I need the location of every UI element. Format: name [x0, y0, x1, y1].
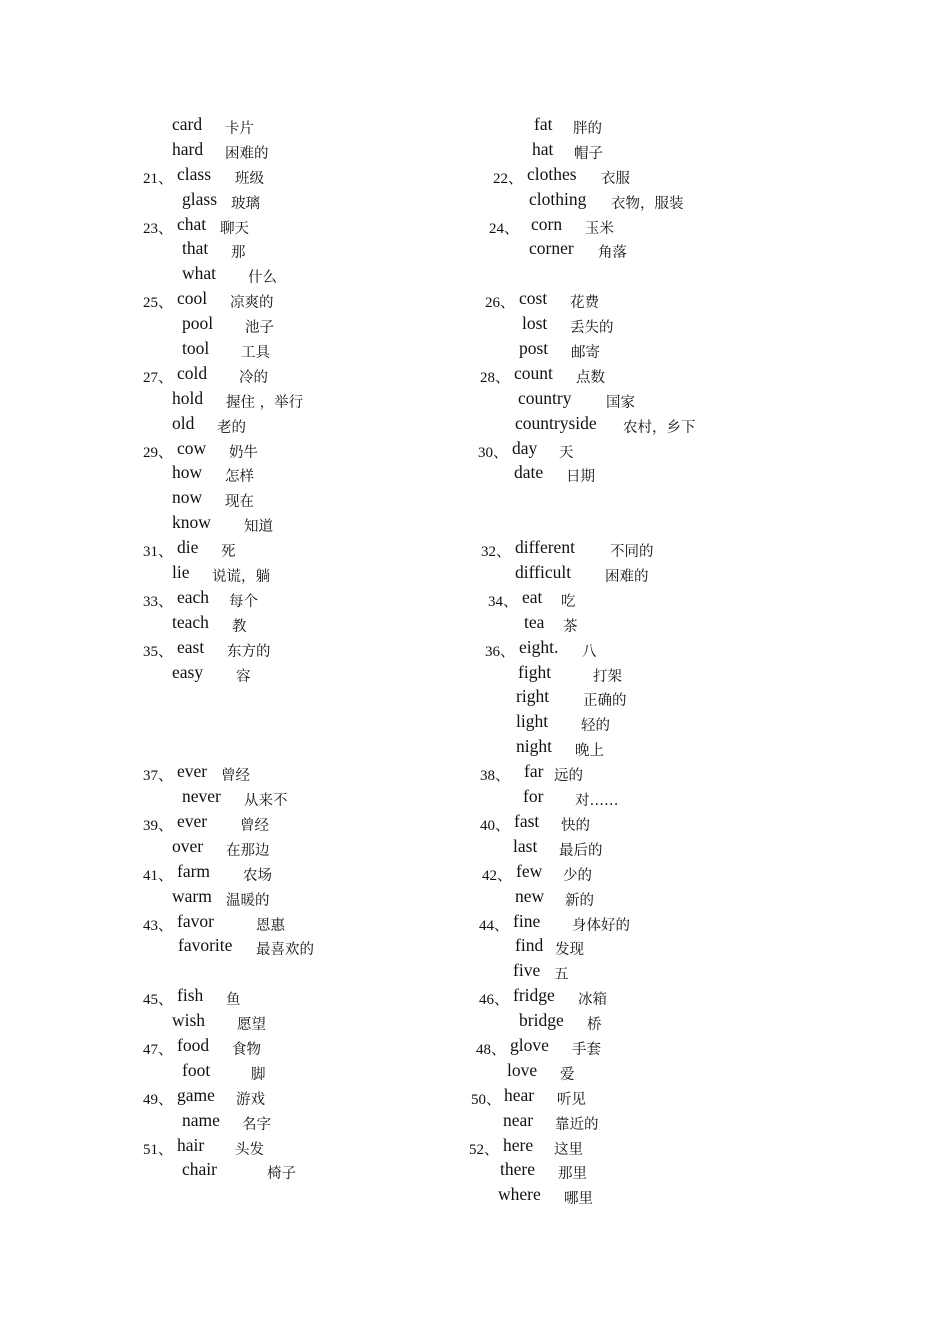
vocab-line — [468, 438, 798, 463]
chinese-meaning: 食物 — [232, 1041, 261, 1058]
vocab-line — [468, 1085, 798, 1110]
vocab-line — [140, 238, 470, 263]
chinese-meaning: 工具 — [241, 345, 270, 362]
english-word: favor — [177, 910, 214, 931]
chinese-meaning: 晚上 — [575, 743, 604, 760]
english-word: countryside — [515, 412, 597, 433]
chinese-meaning: 那里 — [558, 1166, 587, 1183]
vocab-line — [468, 1060, 798, 1085]
english-word: over — [172, 835, 204, 856]
chinese-meaning: 什么 — [248, 270, 277, 287]
entry-number: 34、 — [488, 593, 519, 610]
english-word: light — [516, 711, 549, 732]
vocab-line — [468, 786, 798, 811]
vocab-line — [468, 985, 798, 1010]
entry-number: 21、 — [143, 170, 174, 187]
entry-number: 40、 — [480, 817, 511, 834]
english-word: know — [172, 512, 211, 533]
entry-number: 49、 — [143, 1091, 174, 1108]
vocab-line — [468, 1010, 798, 1035]
vocab-line — [468, 911, 798, 936]
english-word: cost — [519, 288, 548, 309]
vocab-line — [140, 761, 470, 786]
entry-number: 33、 — [143, 593, 174, 610]
chinese-meaning: 爱 — [560, 1066, 575, 1083]
english-word: how — [172, 462, 203, 483]
vocabulary-column-right — [468, 114, 798, 1209]
chinese-meaning: 对…… — [575, 793, 619, 810]
english-word: hair — [177, 1134, 205, 1155]
vocab-line — [140, 164, 470, 189]
vocab-line — [140, 388, 470, 413]
chinese-meaning: 东方的 — [227, 643, 271, 660]
chinese-meaning: 手套 — [572, 1041, 601, 1058]
entry-number: 28、 — [480, 369, 511, 386]
vocab-line — [140, 935, 470, 960]
vocab-line — [468, 263, 798, 288]
vocab-line — [140, 1159, 470, 1184]
english-word: find — [515, 935, 544, 956]
english-word: eat — [522, 586, 543, 607]
english-word: glove — [510, 1034, 549, 1055]
english-word: new — [515, 885, 545, 906]
vocab-line — [468, 861, 798, 886]
chinese-meaning: 在那边 — [226, 842, 270, 859]
entry-number: 37、 — [143, 768, 174, 785]
english-word: pool — [182, 313, 214, 334]
vocab-line — [140, 886, 470, 911]
vocab-line — [140, 736, 470, 761]
chinese-meaning: 吃 — [561, 593, 576, 610]
english-word: count — [514, 362, 553, 383]
chinese-meaning: 曾经 — [221, 768, 250, 785]
vocab-line — [468, 139, 798, 164]
english-word: difficult — [515, 562, 572, 583]
english-word: fight — [518, 661, 552, 682]
english-word: fine — [513, 910, 541, 931]
vocab-line — [468, 935, 798, 960]
entry-number: 25、 — [143, 295, 174, 312]
vocab-line — [468, 388, 798, 413]
english-word: die — [177, 537, 199, 558]
english-word: foot — [182, 1059, 211, 1080]
english-word: that — [182, 238, 209, 259]
chinese-meaning: 凉爽的 — [230, 295, 274, 312]
chinese-meaning: 衣物，服装 — [611, 195, 684, 212]
chinese-meaning: 卡片 — [225, 121, 254, 137]
vocab-line — [468, 686, 798, 711]
entry-number: 39、 — [143, 817, 174, 834]
entry-number: 43、 — [143, 917, 174, 934]
english-word: food — [177, 1034, 210, 1055]
english-word: here — [503, 1134, 534, 1155]
vocab-line — [468, 637, 798, 662]
english-word: post — [519, 338, 549, 359]
entry-number: 22、 — [493, 170, 524, 187]
chinese-meaning: 花费 — [570, 295, 599, 312]
entry-number: 50、 — [471, 1091, 502, 1108]
entry-number: 48、 — [476, 1041, 507, 1058]
chinese-meaning: 发现 — [555, 942, 584, 959]
english-word: ever — [177, 810, 208, 831]
vocab-line — [140, 1010, 470, 1035]
vocab-line — [140, 363, 470, 388]
english-word: eight. — [519, 636, 559, 657]
chinese-meaning: 农村，乡下 — [623, 419, 696, 436]
chinese-meaning: 新的 — [565, 892, 594, 909]
vocab-line — [468, 487, 798, 512]
vocab-line — [140, 637, 470, 662]
entry-number: 31、 — [143, 544, 174, 561]
english-word: where — [498, 1184, 541, 1205]
chinese-meaning: 说谎，躺 — [212, 569, 270, 586]
chinese-meaning: 远的 — [554, 768, 583, 785]
english-word: easy — [172, 661, 204, 682]
english-word: each — [177, 586, 210, 607]
english-word: hard — [172, 138, 204, 159]
chinese-meaning: 身体好的 — [572, 917, 630, 934]
chinese-meaning: 听见 — [557, 1091, 586, 1108]
vocab-line — [140, 214, 470, 239]
vocab-line — [468, 238, 798, 263]
chinese-meaning: 现在 — [225, 494, 254, 511]
english-word: glass — [182, 188, 217, 209]
vocab-line — [468, 1184, 798, 1209]
vocab-line — [140, 911, 470, 936]
entry-number: 26、 — [485, 295, 516, 312]
english-word: class — [177, 163, 212, 184]
vocab-line — [468, 462, 798, 487]
chinese-meaning: 池子 — [245, 320, 274, 337]
english-word: teach — [172, 611, 209, 632]
english-word: hold — [172, 387, 204, 408]
chinese-meaning: 靠近的 — [555, 1116, 599, 1133]
entry-number: 32、 — [481, 544, 512, 561]
english-word: fridge — [513, 985, 555, 1006]
entry-number: 44、 — [479, 917, 510, 934]
vocab-line — [140, 413, 470, 438]
english-word: name — [182, 1109, 220, 1130]
chinese-meaning: 头发 — [235, 1141, 264, 1158]
english-word: card — [172, 114, 203, 134]
vocab-line — [140, 686, 470, 711]
vocab-line — [468, 537, 798, 562]
chinese-meaning: 胖的 — [573, 121, 602, 137]
vocab-line — [140, 537, 470, 562]
vocab-line — [468, 1110, 798, 1135]
chinese-meaning: 轻的 — [581, 718, 610, 735]
english-word: last — [513, 835, 538, 856]
vocab-line — [140, 1085, 470, 1110]
vocab-line — [140, 612, 470, 637]
entry-number: 46、 — [479, 992, 510, 1009]
english-word: game — [177, 1084, 215, 1105]
chinese-meaning: 脚 — [251, 1066, 266, 1083]
chinese-meaning: 老的 — [217, 419, 246, 436]
vocab-line — [140, 1135, 470, 1160]
english-word: date — [514, 462, 544, 483]
english-word: five — [513, 960, 541, 981]
vocab-line — [468, 164, 798, 189]
chinese-meaning: 教 — [232, 618, 247, 635]
chinese-meaning: 怎样 — [225, 469, 254, 486]
english-word: east — [177, 636, 205, 657]
chinese-meaning: 玻璃 — [231, 195, 260, 212]
vocab-line — [140, 1060, 470, 1085]
vocab-line — [468, 711, 798, 736]
english-word: for — [523, 786, 544, 807]
vocab-line — [468, 562, 798, 587]
chinese-meaning: 点数 — [576, 369, 605, 386]
vocab-line — [468, 338, 798, 363]
vocab-line — [140, 836, 470, 861]
chinese-meaning: 农场 — [243, 867, 272, 884]
vocab-line — [140, 562, 470, 587]
chinese-meaning: 死 — [221, 544, 236, 561]
chinese-meaning: 最后的 — [559, 842, 603, 859]
vocab-line — [468, 736, 798, 761]
chinese-meaning: 每个 — [229, 593, 258, 610]
english-word: corner — [529, 238, 574, 259]
english-word: wish — [172, 1010, 206, 1031]
vocab-line — [140, 313, 470, 338]
english-word: warm — [172, 885, 212, 906]
vocab-line — [140, 811, 470, 836]
entry-number: 51、 — [143, 1141, 174, 1158]
vocab-line — [468, 313, 798, 338]
chinese-meaning: 聊天 — [220, 220, 249, 237]
vocab-line — [468, 1035, 798, 1060]
chinese-meaning: 奶牛 — [229, 444, 258, 461]
vocab-line — [468, 288, 798, 313]
vocab-line — [140, 587, 470, 612]
vocab-line — [140, 189, 470, 214]
chinese-meaning: 日期 — [566, 469, 595, 486]
english-word: never — [182, 786, 221, 807]
vocab-line — [140, 512, 470, 537]
english-word: cold — [177, 362, 208, 383]
vocab-line — [140, 438, 470, 463]
english-word: fat — [534, 114, 553, 134]
vocab-line — [140, 662, 470, 687]
vocab-line — [140, 985, 470, 1010]
vocab-line — [468, 662, 798, 687]
chinese-meaning: 名字 — [242, 1116, 271, 1133]
vocab-line — [468, 363, 798, 388]
chinese-meaning: 容 — [236, 668, 251, 685]
english-word: farm — [177, 860, 211, 881]
chinese-meaning: 握住 ，举行 — [226, 394, 304, 411]
english-word: clothing — [529, 188, 587, 209]
english-word: bridge — [519, 1010, 564, 1031]
chinese-meaning: 从来不 — [244, 793, 288, 810]
vocab-line — [468, 413, 798, 438]
english-word: day — [512, 437, 538, 458]
english-word: hat — [532, 138, 554, 159]
vocab-line — [140, 1035, 470, 1060]
vocab-line — [468, 960, 798, 985]
vocab-line — [468, 1135, 798, 1160]
english-word: love — [507, 1059, 538, 1080]
english-word: favorite — [178, 935, 233, 956]
vocab-line — [468, 886, 798, 911]
chinese-meaning: 国家 — [606, 394, 635, 411]
chinese-meaning: 游戏 — [236, 1091, 265, 1108]
english-word: fish — [177, 985, 204, 1006]
entry-number: 30、 — [478, 444, 509, 461]
chinese-meaning: 知道 — [244, 519, 273, 536]
chinese-meaning: 五 — [554, 967, 569, 984]
chinese-meaning: 少的 — [563, 867, 592, 884]
vocab-line — [140, 139, 470, 164]
vocab-line — [468, 612, 798, 637]
chinese-meaning: 不同的 — [610, 544, 654, 561]
chinese-meaning: 角落 — [598, 245, 627, 262]
entry-number: 41、 — [143, 867, 174, 884]
english-word: far — [524, 761, 544, 782]
english-word: fast — [514, 810, 540, 831]
vocab-line — [140, 960, 470, 985]
vocab-line — [468, 761, 798, 786]
vocab-line — [140, 288, 470, 313]
chinese-meaning: 困难的 — [225, 145, 269, 162]
chinese-meaning: 衣服 — [601, 170, 630, 187]
chinese-meaning: 冰箱 — [578, 992, 607, 1009]
entry-number: 29、 — [143, 444, 174, 461]
english-word: lost — [522, 313, 548, 334]
chinese-meaning: 天 — [559, 444, 574, 461]
english-word: cow — [177, 437, 207, 458]
chinese-meaning: 八 — [582, 643, 597, 660]
entry-number: 38、 — [480, 768, 511, 785]
entry-number: 45、 — [143, 992, 174, 1009]
chinese-meaning: 最喜欢的 — [256, 942, 314, 959]
english-word: different — [515, 537, 575, 558]
english-word: corn — [531, 213, 563, 234]
entry-number: 27、 — [143, 369, 174, 386]
chinese-meaning: 温暖的 — [226, 892, 270, 909]
chinese-meaning: 丢失的 — [570, 320, 614, 337]
vocab-line — [468, 512, 798, 537]
chinese-meaning: 这里 — [554, 1141, 583, 1158]
vocab-line — [468, 587, 798, 612]
chinese-meaning: 邮寄 — [571, 345, 600, 362]
vocab-line — [468, 836, 798, 861]
entry-number: 24、 — [489, 220, 520, 237]
english-word: old — [172, 412, 195, 433]
chinese-meaning: 冷的 — [239, 369, 268, 386]
chinese-meaning: 打架 — [593, 668, 622, 685]
chinese-meaning: 哪里 — [564, 1191, 593, 1208]
vocab-line — [140, 487, 470, 512]
english-word: now — [172, 487, 203, 508]
entry-number: 35、 — [143, 643, 174, 660]
entry-number: 47、 — [143, 1041, 174, 1058]
vocab-line — [468, 189, 798, 214]
chinese-meaning: 愿望 — [237, 1017, 266, 1034]
english-word: there — [500, 1159, 535, 1180]
chinese-meaning: 快的 — [561, 817, 590, 834]
chinese-meaning: 茶 — [563, 618, 578, 635]
chinese-meaning: 困难的 — [605, 569, 649, 586]
vocab-line — [140, 263, 470, 288]
vocab-line — [468, 1159, 798, 1184]
vocab-line — [468, 214, 798, 239]
vocab-line — [140, 338, 470, 363]
english-word: country — [518, 387, 572, 408]
vocabulary-column-left — [140, 114, 470, 1184]
english-word: near — [503, 1109, 534, 1130]
english-word: what — [182, 263, 217, 284]
english-word: ever — [177, 761, 208, 782]
entry-number: 36、 — [485, 643, 516, 660]
english-word: clothes — [527, 163, 577, 184]
english-word: hear — [504, 1084, 535, 1105]
english-word: cool — [177, 288, 208, 309]
vocab-line — [140, 114, 470, 139]
vocab-line — [140, 786, 470, 811]
english-word: few — [516, 860, 543, 881]
chinese-meaning: 那 — [231, 245, 246, 262]
chinese-meaning: 曾经 — [240, 817, 269, 834]
entry-number: 42、 — [482, 867, 513, 884]
chinese-meaning: 班级 — [235, 170, 264, 187]
entry-number: 52、 — [469, 1141, 500, 1158]
chinese-meaning: 鱼 — [226, 992, 241, 1009]
chinese-meaning: 桥 — [587, 1017, 602, 1034]
english-word: right — [516, 686, 550, 707]
vocab-line — [140, 711, 470, 736]
chinese-meaning: 帽子 — [574, 145, 603, 162]
english-word: chair — [182, 1159, 217, 1180]
english-word: tool — [182, 338, 210, 359]
english-word: night — [516, 736, 552, 757]
chinese-meaning: 正确的 — [583, 693, 627, 710]
vocab-line — [140, 462, 470, 487]
vocab-line — [468, 114, 798, 139]
chinese-meaning: 椅子 — [267, 1166, 296, 1183]
english-word: tea — [524, 611, 545, 632]
english-word: lie — [172, 562, 190, 583]
vocab-line — [140, 1110, 470, 1135]
vocab-line — [468, 811, 798, 836]
english-word: chat — [177, 213, 207, 234]
chinese-meaning: 玉米 — [585, 220, 614, 237]
vocab-line — [140, 861, 470, 886]
chinese-meaning: 恩惠 — [256, 917, 285, 934]
entry-number: 23、 — [143, 220, 174, 237]
